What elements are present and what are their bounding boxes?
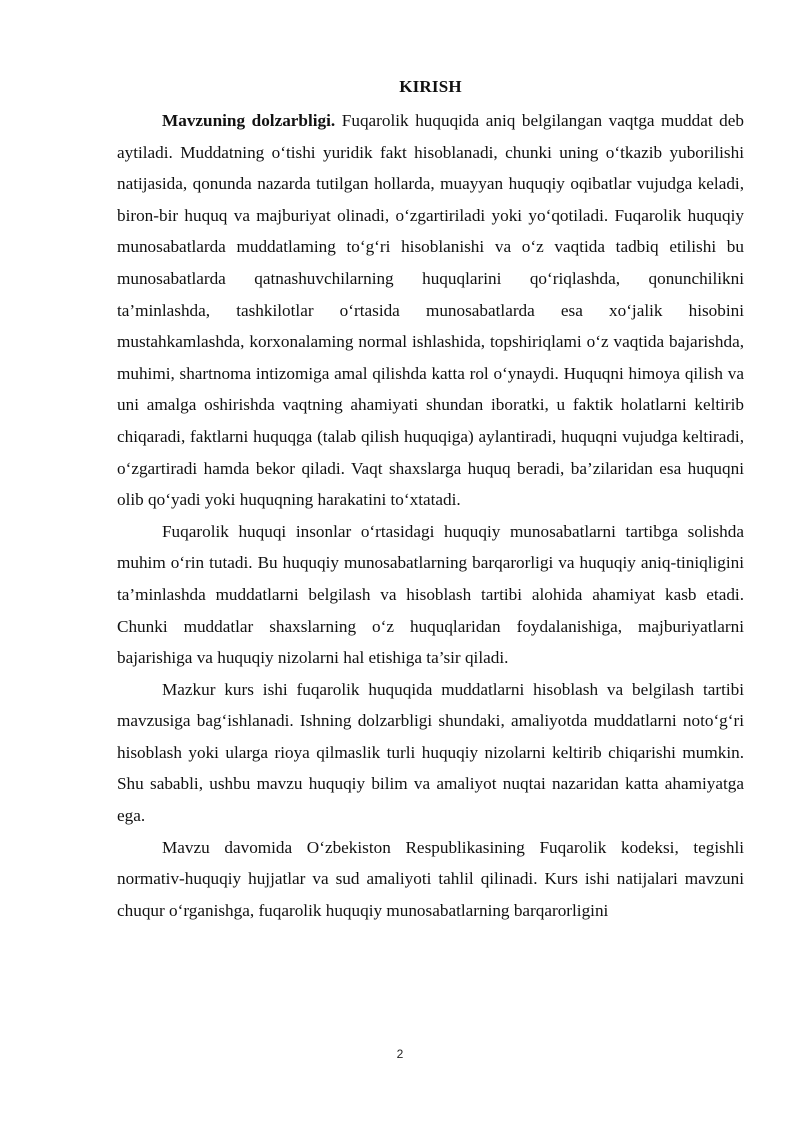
paragraph-text: Mazkur kurs ishi fuqarolik huquqida muddatlarni hisoblash va belgilash tartibi mavzusiga bag‘ishlanadi. Ishning dolzarbligi shundaki, amaliyotda muddatlarni noto‘g‘ri hisoblash yoki ularga rioya qilmaslik turli huquqiy nizolarni keltirib chiqarishi mumkin. Shu sababli, ushbu mavzu huquqiy bilim va amaliyot nuqtai nazaridan katta ahamiyatga ega.	[117, 679, 744, 826]
paragraph-4	[117, 832, 744, 927]
paragraph-3	[117, 674, 744, 832]
paragraph-text: Fuqarolik huquqida aniq belgilangan vaqtga muddat deb aytiladi. Muddatning o‘tishi yuridik fakt hisoblanadi, chunki uning o‘tkazib yuborilishi natijasida, qonunda nazarda tutilgan hollarda, muayyan huquqiy oqibatlar vujudga keladi, biron-bir huquq va majburiyat olinadi, o‘zgartiriladi yoki yo‘qotiladi. Fuqarolik huquqiy munosabatlarda muddatlaming to‘g‘ri hisoblanishi va o‘z vaqtida tadbiq etilishi bu munosabatlarda qatnashuvchilarning huquqlarini qo‘riqlashda, qonunchilikni ta’minlashda, tashkilotlar o‘rtasida munosabatlarda esa xo‘jalik hisobini mustahkamlashda, korxonalaming normal ishlashida, topshiriqlami o‘z vaqtida bajarishda, muhimi, shartnoma intizomiga amal qilishda katta rol o‘ynaydi. Huquqni himoya qilish va uni amalga oshirishda vaqtning ahamiyati shundan iboratki, u faktik holatlarni keltirib chiqaradi, faktlarni huquqga (talab qilish huquqiga) aylantiradi, huquqni vujudga keltiradi, o‘zgartiradi hamda bekor qiladi. Vaqt shaxslarga huquq beradi, ba’zilaridan esa huquqni olib qo‘yadi yoki huquqning harakatini to‘xtatadi.	[117, 111, 744, 510]
paragraph-text: Fuqarolik huquqi insonlar o‘rtasidagi huquqiy munosabatlarni tartibga solishda muhim o‘rin tutadi. Bu huquqiy munosabatlarning barqarorligi va huquqiy aniq-tiniqligini ta’minlashda muddatlarni belgilash va hisoblash tartibi alohida ahamiyat kasb etadi. Chunki muddatlar shaxslarning o‘z huquqlaridan foydalanishiga, majburiyatlarni bajarishiga va huquqiy nizolarni hal etishiga ta’sir qiladi.	[117, 521, 744, 668]
page-number: 2	[396, 1047, 404, 1061]
section-heading: KIRISH	[399, 77, 462, 96]
paragraph-2	[117, 516, 744, 674]
paragraph-1	[117, 105, 744, 516]
paragraph-lead: Mavzuning dolzarbligi.	[162, 111, 336, 130]
paragraph-text: Mavzu davomida O‘zbekiston Respublikasining Fuqarolik kodeksi, tegishli normativ-huquqiy hujjatlar va sud amaliyoti tahlil qilinadi. Kurs ishi natijalari mavzuni chuqur o‘rganishga, fuqarolik huquqiy munosabatlarning barqarorligini	[117, 837, 744, 920]
